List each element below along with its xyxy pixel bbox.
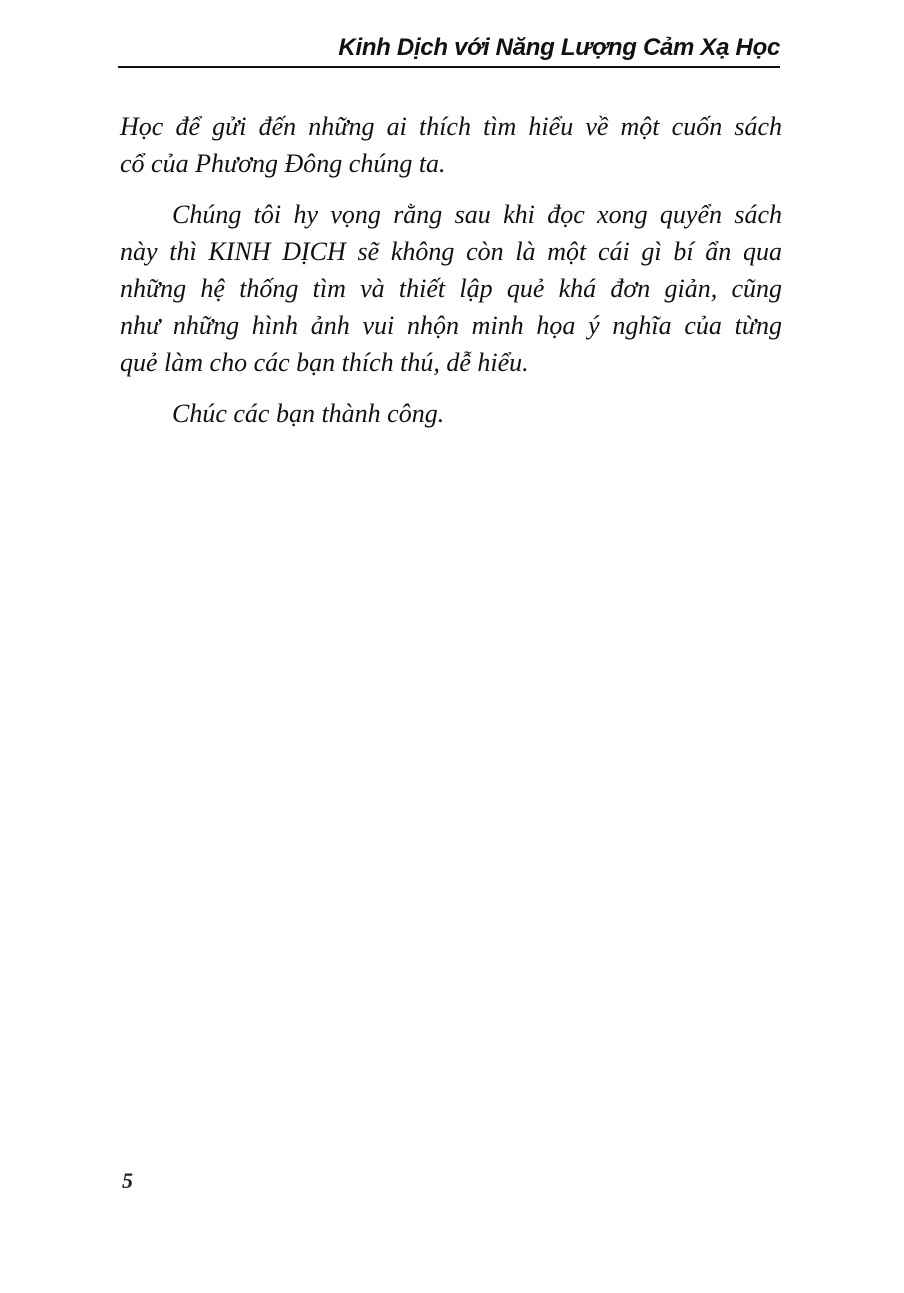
running-header: Kinh Dịch với Năng Lượng Cảm Xạ Học (338, 34, 780, 61)
text-line: Chúng tôi hy vọng rằng sau khi đọc xong quyển sách (172, 200, 782, 229)
text-line: Chúc các bạn thành công. (172, 399, 445, 428)
text-line: những hệ thống tìm và thiết lập quẻ khá đơn giản, cũng (120, 274, 782, 303)
body-text (120, 108, 782, 432)
paragraph-1 (120, 108, 782, 182)
text-line: như những hình ảnh vui nhộn minh họa ý nghĩa của từng (120, 311, 782, 340)
paragraph-2 (120, 196, 782, 381)
text-line: quẻ làm cho các bạn thích thú, dễ hiểu. (120, 348, 529, 377)
header-rule (118, 66, 780, 68)
text-line: này thì KINH DỊCH sẽ không còn là một cái gì bí ẩn qua (120, 237, 782, 266)
text-line: Học để gửi đến những ai thích tìm hiểu về một cuốn sách (120, 112, 782, 141)
page-number: 5 (122, 1168, 133, 1193)
text-line: cổ của Phương Đông chúng ta. (120, 149, 446, 178)
paragraph-3 (120, 395, 782, 432)
